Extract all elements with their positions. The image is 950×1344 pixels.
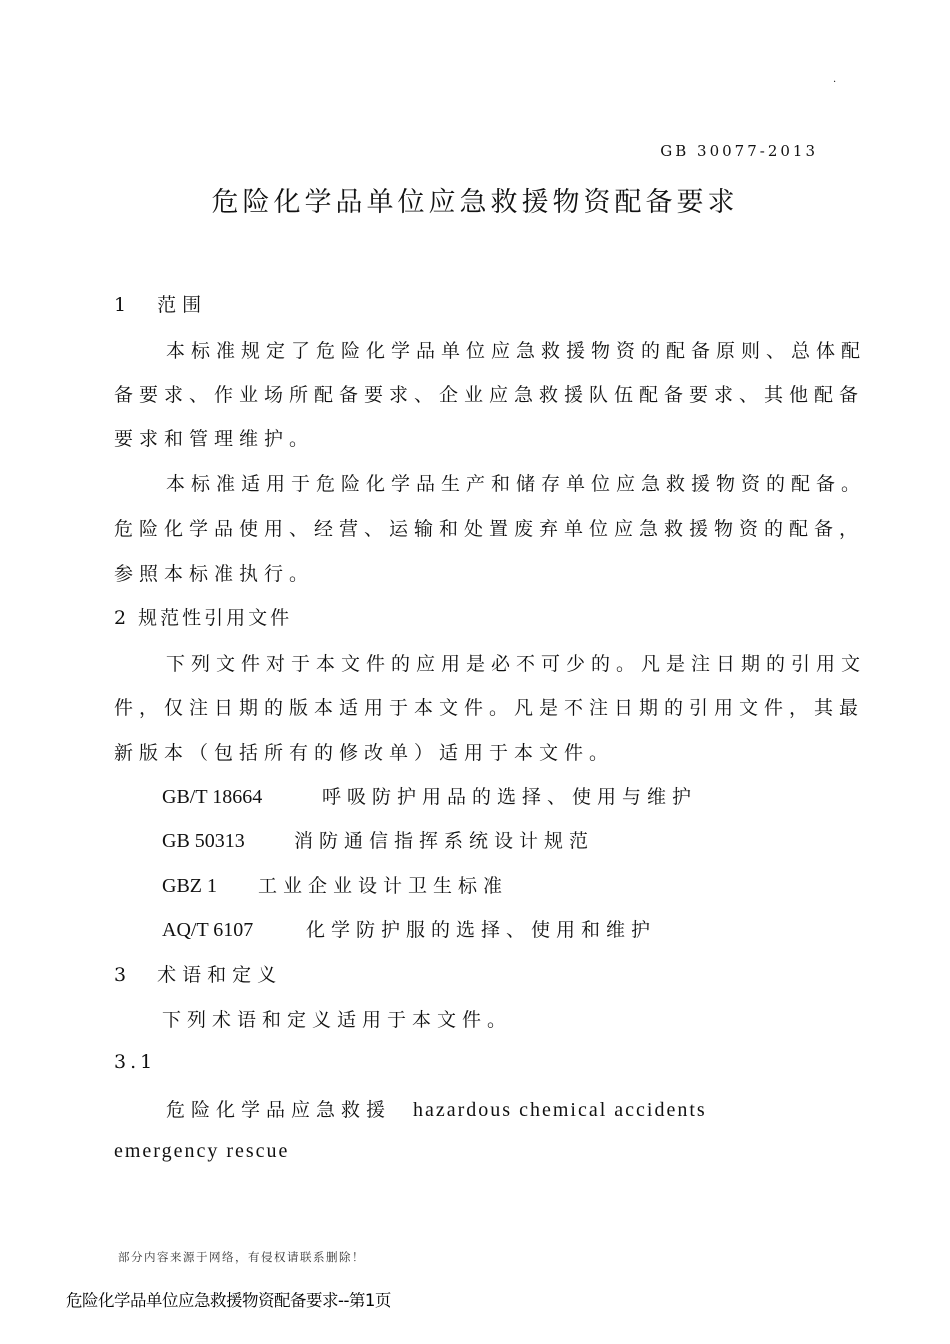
reference-item xyxy=(162,915,656,942)
section2-para-line2: 件，仅注日期的版本适用于本文件。凡是不注日期的引用文件，其最 xyxy=(114,697,865,719)
section1-para2-line3: 参照本标准执行。 xyxy=(114,563,315,585)
term-english: hazardous chemical accidents xyxy=(413,1099,707,1121)
reference-title: 工业企业设计卫生标准 xyxy=(258,875,509,897)
section3-heading: 3 术语和定义 xyxy=(114,964,283,986)
standard-number: GB 30077-2013 xyxy=(660,142,818,160)
section1-para2-line1: 本标准适用于危险化学品生产和储存单位应急救援物资的配备。 xyxy=(166,473,867,495)
reference-item xyxy=(162,782,697,809)
page-footer-label: 危险化学品单位应急救援物资配备要求--第1页 xyxy=(66,1291,391,1310)
section1-para1-line2: 备要求、作业场所配备要求、企业应急救援队伍配备要求、其他配备 xyxy=(114,384,865,406)
section1-para1-line1: 本标准规定了危险化学品单位应急救援物资的配备原则、总体配 xyxy=(166,340,867,362)
reference-item xyxy=(162,826,594,853)
reference-code: GBZ 1 xyxy=(162,875,217,897)
section2-para-line3: 新版本（包括所有的修改单）适用于本文件。 xyxy=(114,742,615,764)
subsection-number: 3.1 xyxy=(114,1051,157,1073)
reference-code: AQ/T 6107 xyxy=(162,919,254,941)
reference-code: GB 50313 xyxy=(162,830,245,852)
reference-code: GB/T 18664 xyxy=(162,786,263,808)
section2-heading: 2 规范性引用文件 xyxy=(114,607,293,629)
term-line xyxy=(166,1095,707,1122)
section1-para2-line2: 危险化学品使用、经营、运输和处置废弃单位应急救援物资的配备， xyxy=(114,518,865,540)
section2-para-line1: 下列文件对于本文件的应用是必不可少的。凡是注日期的引用文 xyxy=(166,653,867,675)
term-chinese: 危险化学品应急救援 xyxy=(166,1099,392,1121)
section3-para: 下列术语和定义适用于本文件。 xyxy=(162,1009,513,1031)
term-english-continued: emergency rescue xyxy=(114,1140,290,1162)
reference-item xyxy=(162,871,508,898)
reference-title: 消防通信指挥系统设计规范 xyxy=(294,830,595,852)
document-title: 危险化学品单位应急救援物资配备要求 xyxy=(211,187,739,218)
reference-title: 呼吸防护用品的选择、使用与维护 xyxy=(322,786,698,808)
reference-title: 化学防护服的选择、使用和维护 xyxy=(306,919,657,941)
section1-para1-line3: 要求和管理维护。 xyxy=(114,428,315,450)
disclaimer: 部分内容来源于网络，有侵权请联系删除！ xyxy=(118,1250,365,1264)
corner-dot: . xyxy=(833,74,837,85)
section1-heading: 1 范围 xyxy=(114,294,208,316)
